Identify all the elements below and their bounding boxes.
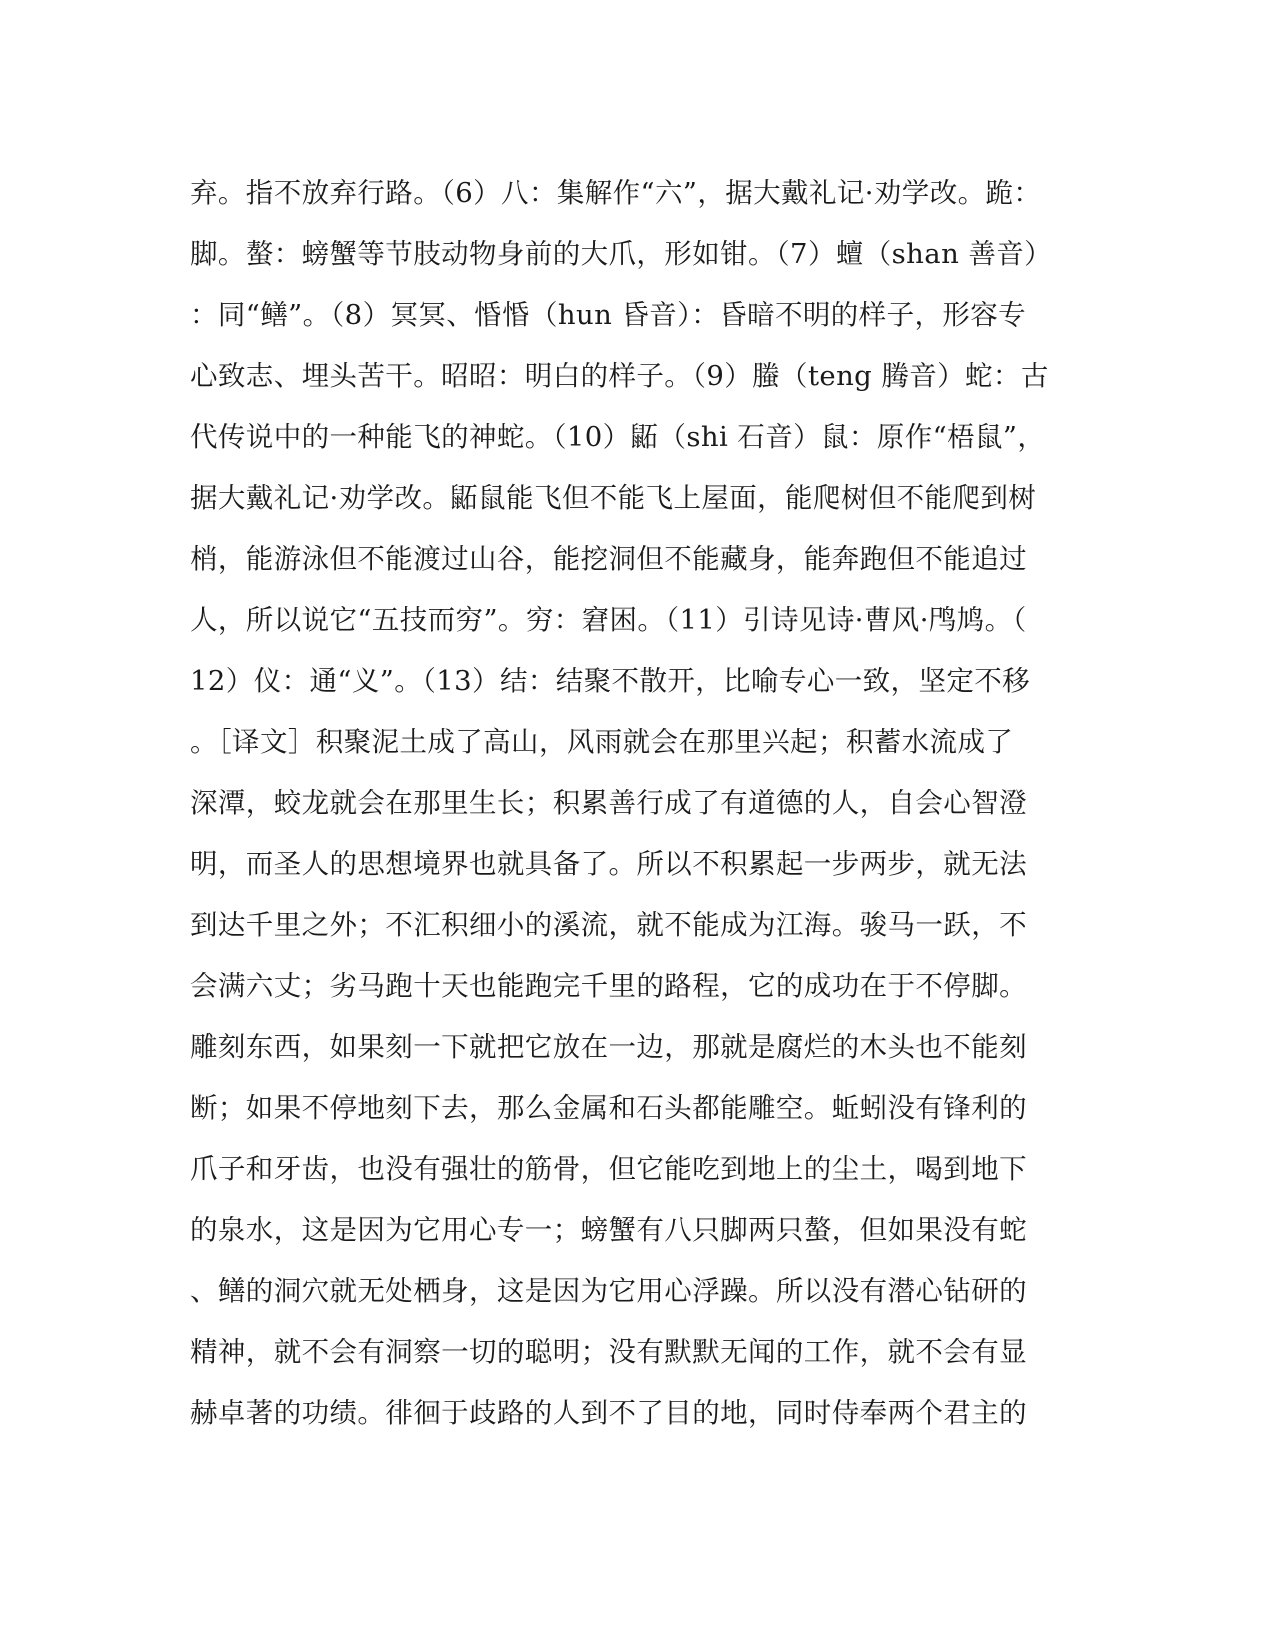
- text-line: 明，而圣人的思想境界也就具备了。所以不积累起一步两步，就无法: [190, 848, 1027, 880]
- text-line: 据大戴礼记·劝学改。鼫鼠能飞但不能飞上屋面，能爬树但不能爬到树: [190, 482, 1037, 514]
- text-line: 断；如果不停地刻下去，那么金属和石头都能雕空。蚯蚓没有锋利的: [190, 1092, 1027, 1124]
- text-line: 到达千里之外；不汇积细小的溪流，就不能成为江海。骏马一跃，不: [190, 909, 1027, 941]
- text-line: 脚。螯：螃蟹等节肢动物身前的大爪，形如钳。（7）蟺（shan 善音）: [190, 238, 1053, 270]
- text-line: 雕刻东西，如果刻一下就把它放在一边，那就是腐烂的木头也不能刻: [190, 1031, 1027, 1063]
- text-line: 12）仪：通“义”。（13）结：结聚不散开，比喻专心一致，坚定不移: [190, 665, 1031, 697]
- text-line: 赫卓著的功绩。徘徊于歧路的人到不了目的地，同时侍奉两个君主的: [190, 1397, 1027, 1429]
- text-line: 梢，能游泳但不能渡过山谷，能挖洞但不能藏身，能奔跑但不能追过: [190, 543, 1027, 575]
- text-line: 深潭，蛟龙就会在那里生长；积累善行成了有道德的人，自会心智澄: [190, 787, 1027, 819]
- text-line: 会满六丈；劣马跑十天也能跑完千里的路程，它的成功在于不停脚。: [190, 970, 1027, 1002]
- text-line: 、鳝的洞穴就无处栖身，这是因为它用心浮躁。所以没有潜心钻研的: [190, 1275, 1027, 1307]
- text-line: 爪子和牙齿，也没有强壮的筋骨，但它能吃到地上的尘土，喝到地下: [190, 1153, 1027, 1185]
- body-text: [190, 163, 1070, 1444]
- text-line: 的泉水，这是因为它用心专一；螃蟹有八只脚两只螯，但如果没有蛇: [190, 1214, 1027, 1246]
- text-line: 弃。指不放弃行路。（6）八：集解作“六”，据大戴礼记·劝学改。跪：: [190, 177, 1042, 209]
- text-line: ：同“鳝”。（8）冥冥、惛惛（hun 昏音）：昏暗不明的样子，形容专: [190, 299, 1027, 331]
- text-line: 代传说中的一种能飞的神蛇。（10）鼫（shi 石音）鼠：原作“梧鼠”，: [190, 421, 1046, 453]
- text-line: 。［译文］积聚泥土成了高山，风雨就会在那里兴起；积蓄水流成了: [190, 726, 1014, 758]
- text-line: 心致志、埋头苦干。昭昭：明白的样子。（9）螣（teng 腾音）蛇：古: [190, 360, 1049, 392]
- text-line: 精神，就不会有洞察一切的聪明；没有默默无闻的工作，就不会有显: [190, 1336, 1027, 1368]
- text-line: 人，所以说它“五技而穷”。穷：窘困。（11）引诗见诗·曹风·鸤鸠。（: [190, 604, 1027, 636]
